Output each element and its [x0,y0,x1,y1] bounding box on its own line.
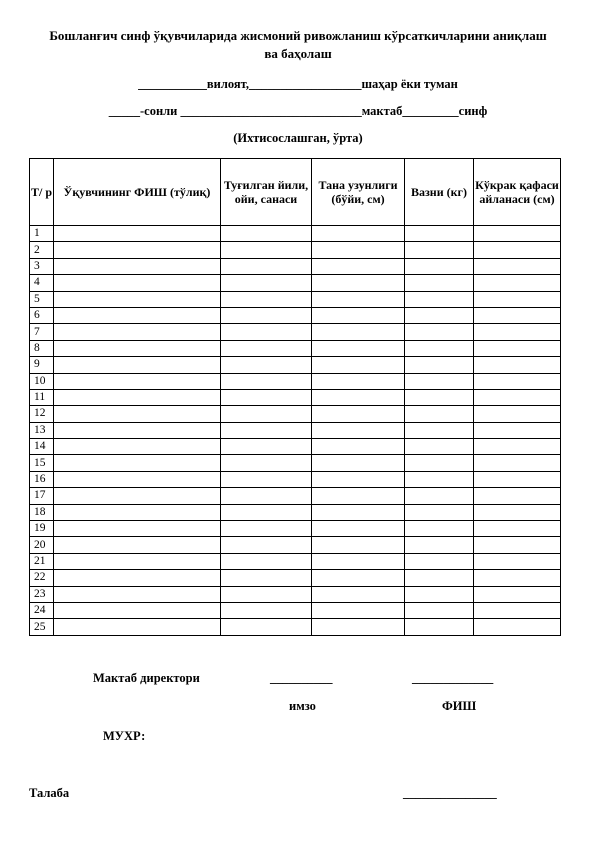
row-number: 3 [30,258,54,274]
table-cell[interactable] [474,602,561,618]
table-cell[interactable] [405,439,474,455]
table-row [30,602,561,618]
table-cell[interactable] [54,291,221,307]
row-number: 7 [30,324,54,340]
table-cell[interactable] [405,471,474,487]
table-cell[interactable] [221,258,312,274]
table-cell[interactable] [312,357,405,373]
table-cell[interactable] [312,586,405,602]
table-cell[interactable] [54,242,221,258]
row-number: 22 [30,570,54,586]
table-cell[interactable] [54,619,221,635]
table-cell[interactable] [221,439,312,455]
table-cell[interactable] [54,406,221,422]
table-row [30,275,561,291]
table-cell[interactable] [405,521,474,537]
table-cell[interactable] [312,521,405,537]
row-number: 17 [30,488,54,504]
table-cell[interactable] [405,324,474,340]
requirement-blank: _______________ [403,786,497,800]
table-cell[interactable] [405,619,474,635]
table-cell[interactable] [474,553,561,569]
table-cell[interactable] [474,226,561,242]
col-header-student-name: Ўқувчининг ФИШ (тўлиқ) [54,159,221,226]
table-cell[interactable] [221,226,312,242]
table-cell[interactable] [312,488,405,504]
requirement-label: Талаба [29,786,70,800]
table-cell[interactable] [54,324,221,340]
table-cell[interactable] [312,406,405,422]
table-cell[interactable] [405,537,474,553]
table-cell[interactable] [474,471,561,487]
table-row [30,340,561,356]
table-cell[interactable] [221,521,312,537]
table-row [30,226,561,242]
table-cell[interactable] [221,602,312,618]
table-cell[interactable] [405,586,474,602]
table-cell[interactable] [405,488,474,504]
table-cell[interactable] [474,537,561,553]
table-cell[interactable] [312,226,405,242]
table-cell[interactable] [312,570,405,586]
table-cell[interactable] [54,504,221,520]
table-cell[interactable] [474,439,561,455]
table-cell[interactable] [221,488,312,504]
table-cell[interactable] [221,570,312,586]
table-cell[interactable] [405,258,474,274]
table-cell[interactable] [54,602,221,618]
students-table [29,158,561,636]
title-line-1: Бошланғич синф ўқувчиларида жисмоний ривожланиш кўрсаткичларини аниқлаш [49,28,547,43]
table-row [30,422,561,438]
table-cell[interactable] [474,291,561,307]
table-row [30,439,561,455]
row-number: 23 [30,586,54,602]
row-number: 18 [30,504,54,520]
table-cell[interactable] [54,488,221,504]
row-number: 19 [30,521,54,537]
table-row [30,504,561,520]
table-cell[interactable] [221,373,312,389]
table-row [30,258,561,274]
row-number: 24 [30,602,54,618]
table-cell[interactable] [474,307,561,323]
table-cell[interactable] [474,242,561,258]
table-cell[interactable] [405,226,474,242]
table-cell[interactable] [221,242,312,258]
table-cell[interactable] [312,439,405,455]
table-cell[interactable] [405,307,474,323]
table-cell[interactable] [312,422,405,438]
table-cell[interactable] [405,340,474,356]
col-header-height: Тана узунлиги (бўйи, см) [312,159,405,226]
table-row [30,406,561,422]
table-cell[interactable] [474,373,561,389]
table-row [30,570,561,586]
name-caption: ФИШ [442,699,477,713]
table-cell[interactable] [405,373,474,389]
table-header-row [30,159,561,226]
table-cell[interactable] [312,553,405,569]
table-row [30,537,561,553]
table-cell[interactable] [221,471,312,487]
row-number: 5 [30,291,54,307]
document-title [0,27,596,63]
row-number: 8 [30,340,54,356]
table-cell[interactable] [221,275,312,291]
table-cell[interactable] [312,242,405,258]
stamp-label: МУХР: [103,729,146,743]
table-cell[interactable] [405,570,474,586]
table-cell[interactable] [221,389,312,405]
table-cell[interactable] [221,340,312,356]
table-cell[interactable] [312,471,405,487]
table-cell[interactable] [221,504,312,520]
row-number: 14 [30,439,54,455]
table-cell[interactable] [474,324,561,340]
table-cell[interactable] [312,340,405,356]
table-cell[interactable] [474,275,561,291]
table-cell[interactable] [474,521,561,537]
table-cell[interactable] [312,324,405,340]
row-number: 4 [30,275,54,291]
table-cell[interactable] [221,553,312,569]
name-blank: _____________ [412,671,494,685]
table-row [30,471,561,487]
table-cell[interactable] [474,389,561,405]
table-cell[interactable] [474,455,561,471]
table-row [30,488,561,504]
table-cell[interactable] [405,602,474,618]
table-cell[interactable] [474,586,561,602]
table-row [30,242,561,258]
table-cell[interactable] [54,471,221,487]
row-number: 16 [30,471,54,487]
table-cell[interactable] [221,586,312,602]
row-number: 10 [30,373,54,389]
table-row [30,553,561,569]
row-number: 11 [30,389,54,405]
table-cell[interactable] [312,373,405,389]
table-cell[interactable] [474,340,561,356]
col-header-weight: Вазни (кг) [405,159,474,226]
table-cell[interactable] [54,537,221,553]
table-cell[interactable] [54,389,221,405]
table-cell[interactable] [221,324,312,340]
table-cell[interactable] [54,422,221,438]
table-row [30,324,561,340]
table-cell[interactable] [312,258,405,274]
table-cell[interactable] [221,455,312,471]
table-cell[interactable] [405,406,474,422]
row-number: 15 [30,455,54,471]
table-cell[interactable] [54,275,221,291]
table-cell[interactable] [312,389,405,405]
title-line-2: ва баҳолаш [264,46,332,61]
table-row [30,521,561,537]
table-cell[interactable] [474,422,561,438]
director-label: Мактаб директори [93,671,200,685]
table-cell[interactable] [312,619,405,635]
table-cell[interactable] [312,602,405,618]
table-cell[interactable] [312,275,405,291]
table-cell[interactable] [54,373,221,389]
table-cell[interactable] [312,307,405,323]
table-cell[interactable] [54,455,221,471]
row-number: 20 [30,537,54,553]
row-number: 2 [30,242,54,258]
table-cell[interactable] [405,455,474,471]
table-cell[interactable] [474,357,561,373]
row-number: 13 [30,422,54,438]
school-line: _____-сонли _____________________________мактаб_________синф [108,104,488,118]
signature-blank: __________ [270,671,333,685]
row-number: 1 [30,226,54,242]
col-header-number: Т/ р [30,159,54,226]
table-cell[interactable] [474,488,561,504]
table-row [30,455,561,471]
table-cell[interactable] [405,553,474,569]
table-cell[interactable] [312,537,405,553]
table-row [30,586,561,602]
table-cell[interactable] [405,242,474,258]
table-cell[interactable] [474,570,561,586]
school-type: (Ихтисослашган, ўрта) [233,131,363,145]
table-cell[interactable] [54,521,221,537]
table-row [30,291,561,307]
table-cell[interactable] [221,422,312,438]
table-row [30,619,561,635]
table-cell[interactable] [474,619,561,635]
table-cell[interactable] [54,553,221,569]
table-cell[interactable] [405,422,474,438]
table-cell[interactable] [474,504,561,520]
table-cell[interactable] [54,570,221,586]
row-number: 9 [30,357,54,373]
table-cell[interactable] [221,619,312,635]
table-cell[interactable] [221,357,312,373]
table-row [30,307,561,323]
table-cell[interactable] [312,455,405,471]
table-cell[interactable] [312,504,405,520]
table-cell[interactable] [221,307,312,323]
row-number: 21 [30,553,54,569]
table-row [30,389,561,405]
table-cell[interactable] [54,258,221,274]
signature-caption: имзо [289,699,316,713]
table-row [30,357,561,373]
table-cell[interactable] [474,258,561,274]
table-cell[interactable] [221,406,312,422]
row-number: 25 [30,619,54,635]
table-cell[interactable] [54,226,221,242]
table-cell[interactable] [474,406,561,422]
row-number: 6 [30,307,54,323]
col-header-birth-date: Туғилган йили, ойи, санаси [221,159,312,226]
table-cell[interactable] [405,357,474,373]
table-cell[interactable] [54,307,221,323]
table-cell[interactable] [54,439,221,455]
table-cell[interactable] [54,340,221,356]
table-cell[interactable] [405,504,474,520]
row-number: 12 [30,406,54,422]
table-cell[interactable] [405,389,474,405]
table-row [30,373,561,389]
table-cell[interactable] [54,586,221,602]
region-line: ___________вилоят,__________________шаҳар ёки туман [138,77,458,91]
table-cell[interactable] [405,291,474,307]
table-cell[interactable] [221,291,312,307]
table-cell[interactable] [54,357,221,373]
table-cell[interactable] [221,537,312,553]
col-header-chest: Кўкрак қафаси айланаси (см) [474,159,561,226]
table-cell[interactable] [405,275,474,291]
table-cell[interactable] [312,291,405,307]
